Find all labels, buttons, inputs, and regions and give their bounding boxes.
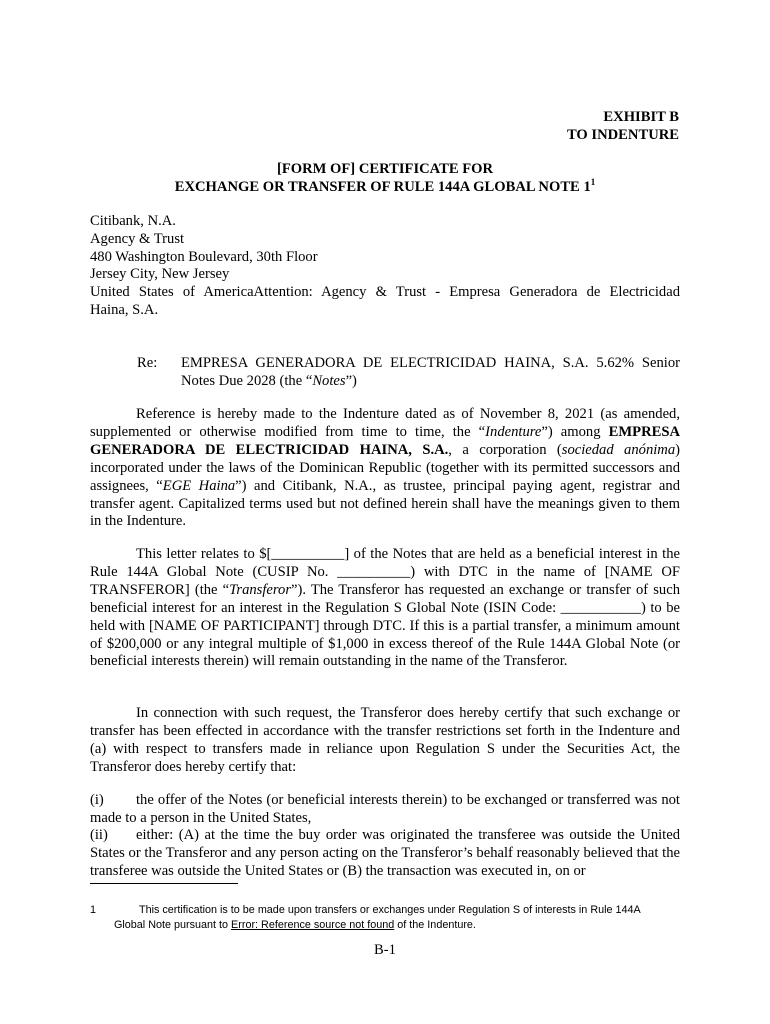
list-item-text: the offer of the Notes (or beneficial interests therein) to be exchanged or transferred was not made to a person in the United States, [90,792,680,826]
para-text: This letter relates to $[__________] of the Notes that are held as a beneficial interest in the Rule 144A Global Note (CUSIP No. __________) with DTC in the name of [NAME OF TRANSFEROR] (the “ [90,546,680,598]
para-text: ”) and Citibank, N.A., as trustee, principal paying agent, registrar and transfer agent. Capitalized terms used but not defined herein shall have the meanings given to them in the Indenture. [90,477,680,530]
re-subject-notes: Notes [312,372,346,389]
paragraph-reference [90,406,680,531]
footnote-number: 1 [90,904,97,916]
para-italic: Transferor [229,581,292,598]
footnote-text: of the Indenture. [394,919,476,931]
exhibit-label: EXHIBIT B [603,109,679,125]
page-number: B-1 [374,942,396,958]
para-italic: sociedad anónima [561,441,676,458]
address-line: United States of AmericaAttention: Agency & Trust - Empresa Generadora de Electricidad [90,284,680,300]
para-bold: EMPRESA GENERADORA DE ELECTRICIDAD HAINA, S.A. [90,423,680,458]
to-indenture-label: TO INDENTURE [566,127,679,143]
footnote-text-line1: This certification is to be made upon transfers or exchanges under Regulation S of interests in Rule 144A [139,904,641,916]
list-item-number: (ii) [90,827,108,843]
footnote-text-line2 [114,918,476,933]
footnote-text: Global Note pursuant to [114,919,232,931]
para-italic: Indenture [485,423,542,440]
address-line: Citibank, N.A. [90,213,176,229]
list-item-ii [90,827,680,881]
list-item-i [90,792,680,828]
footnote-separator [90,883,238,884]
title-line-1: [FORM OF] CERTIFICATE FOR [276,161,494,177]
footnote-reference-link[interactable]: Error: Reference source not found [231,919,395,931]
para-text: ”) among [541,423,609,440]
address-line: Agency & Trust [90,231,185,247]
address-line: Haina, S.A. [90,302,159,318]
address-line: 480 Washington Boulevard, 30th Floor [90,249,318,265]
title-line-2-text: EXCHANGE OR TRANSFER OF RULE 144A GLOBAL NOTE 1 [174,179,591,195]
para-text: ”). The Transferor has requested an exchange or transfer of such beneficial interest for an interest in the Regulation S Global Note (ISIN Code: ___________) to be held with [NAME OF PARTICIPANT] through DTC. If this is a partial transfer, a minimum amount of $200,000 or any integral multiple of $1,000 in excess thereof of the Rule 144A Global Note (or beneficial interests therein) will remain outstanding in the name of the Transferor. [90,581,680,670]
para-text: ) incorporated under the laws of the Dominican Republic (together with its permitted successors and assignees, “ [90,441,681,494]
para-italic: EGE Haina [162,477,236,494]
para-text: , a corporation ( [448,441,562,458]
list-item-number: (i) [90,792,104,808]
re-subject-close: ”) [345,372,357,389]
list-item-text: either: (A) at the time the buy order was originated the transferee was outside the United States or the Transferor and any person acting on the Transferor’s behalf reasonably believed that the transferee was outside the United States or (B) the transaction was executed in, on or [90,827,680,879]
para-text: Reference is hereby made to the Indenture dated as of November 8, 2021 (as amended, supplemented or otherwise modified from time to time, the “ [90,406,680,440]
re-subject-text: EMPRESA GENERADORA DE ELECTRICIDAD HAINA, S.A. 5.62% Senior Notes Due 2028 (the “ [181,355,680,389]
address-line: Jersey City, New Jersey [90,266,230,282]
re-label: Re: [137,355,158,371]
paragraph-letter-relates [90,546,680,671]
re-subject [181,355,680,391]
paragraph-certification: In connection with such request, the Transferor does hereby certify that such exchange or transfer has been effected in accordance with the transfer restrictions set forth in the Indenture and (a) with respect to transfers made in reliance upon Regulation S under the Securities Act, the Transferor does hereby certify that: [90,705,680,775]
title-footnote-ref[interactable]: 1 [590,177,596,187]
title-line-2 [0,179,770,196]
